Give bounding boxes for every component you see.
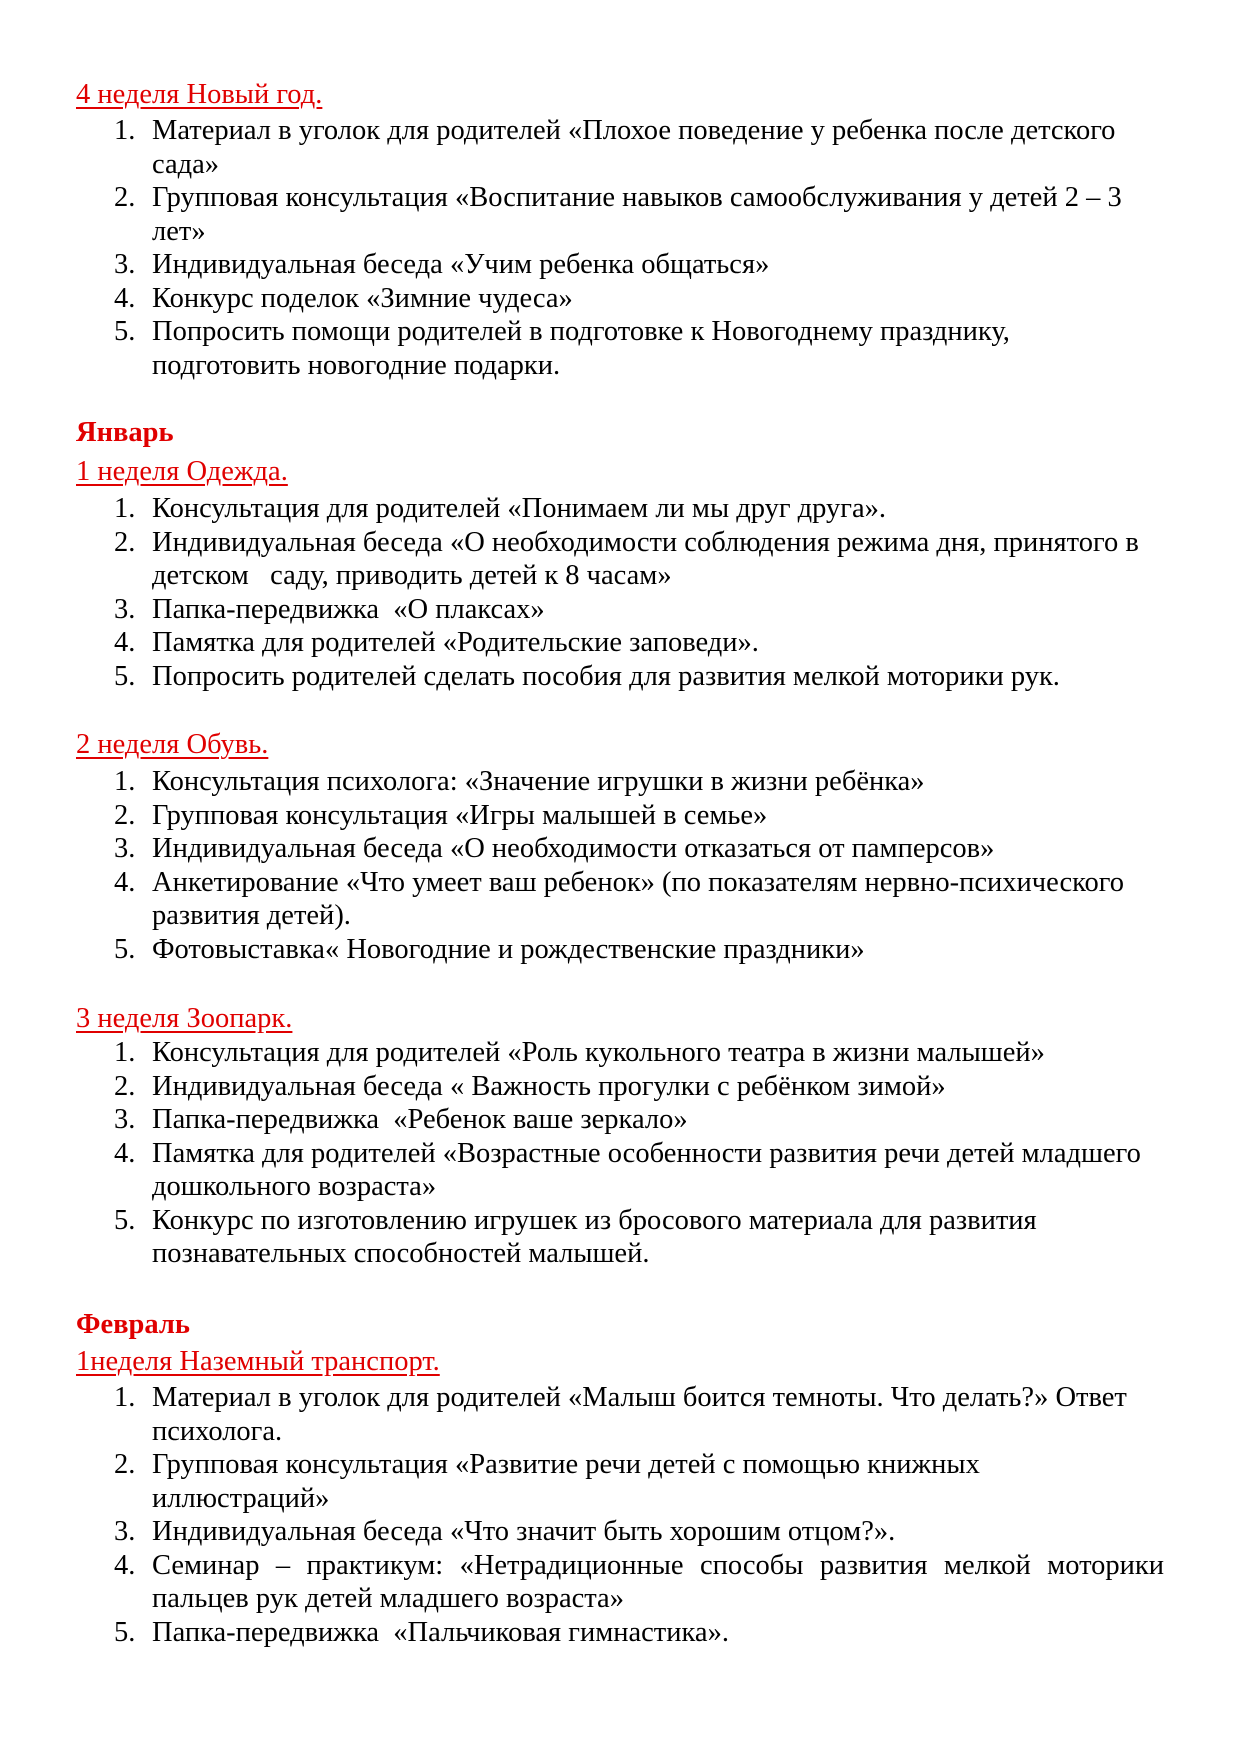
list-item: [0, 1070, 1164, 1104]
item-text: Индивидуальная беседа « Важность прогулки с ребёнком зимой»: [152, 1070, 946, 1102]
item-number: 2.: [114, 1070, 136, 1102]
item-number: 5.: [114, 660, 136, 692]
item-number: 5.: [114, 1616, 136, 1648]
list-item: [0, 832, 1164, 866]
list-item: [0, 626, 1164, 660]
week-heading-shoes: 2 неделя Обувь.: [76, 729, 269, 760]
list-new-year: [0, 114, 1164, 382]
item-text: Индивидуальная беседа «Что значит быть хорошим отцом?».: [152, 1516, 896, 1547]
item-number: 3.: [114, 593, 136, 625]
list-item: [0, 492, 1164, 526]
list-item: [0, 315, 1164, 382]
item-number: 3.: [114, 1104, 136, 1135]
item-text: Групповая консультация «Воспитание навыков самообслуживания у детей 2 – 3 лет»: [152, 182, 1122, 247]
item-number: 2.: [114, 1449, 136, 1480]
list-item: [0, 1103, 1164, 1137]
item-text: Памятка для родителей «Родительские заповеди».: [152, 627, 759, 658]
item-text: Индивидуальная беседа «О необходимости соблюдения режима дня, принятого в детском саду, приводить детей к 8 часам»: [152, 526, 1146, 591]
item-number: 4.: [114, 1549, 136, 1581]
list-zoo: [0, 1036, 1164, 1271]
month-heading-february: Февраль: [76, 1309, 190, 1340]
list-item: [0, 866, 1164, 933]
item-number: 1.: [114, 1037, 136, 1068]
week-heading-new-year: 4 неделя Новый год.: [76, 79, 323, 110]
list-item: [0, 282, 1164, 316]
item-text: Консультация психолога: «Значение игрушки в жизни ребёнка»: [152, 766, 925, 797]
list-item: [0, 660, 1164, 694]
item-number: 2.: [114, 526, 136, 558]
list-ground-transport: [0, 1381, 1164, 1649]
month-heading-january: Январь: [76, 417, 174, 448]
item-number: 5.: [114, 1204, 136, 1236]
item-text: Конкурс по изготовлению игрушек из бросового материала для развития познавательных способностей малышей.: [152, 1204, 1037, 1269]
item-text: Папка-передвижка «Пальчиковая гимнастика».: [152, 1616, 729, 1648]
item-text: Групповая консультация «Игры малышей в семье»: [152, 799, 768, 831]
item-number: 2.: [114, 182, 136, 213]
list-item: [0, 526, 1164, 593]
list-item: [0, 1448, 1164, 1515]
item-number: 4.: [114, 866, 136, 898]
item-number: 1.: [114, 766, 136, 797]
list-item: [0, 1549, 1164, 1616]
list-item: [0, 933, 1164, 967]
list-item: [0, 1036, 1164, 1070]
item-text: Памятка для родителей «Возрастные особенности развития речи детей младшего дошкольного возраста»: [152, 1137, 1141, 1202]
item-number: 4.: [114, 1137, 136, 1169]
list-item: [0, 799, 1164, 833]
item-text: Материал в уголок для родителей «Малыш боится темноты. Что делать?» Ответ психолога.: [152, 1382, 1127, 1447]
week-heading-zoo: 3 неделя Зоопарк.: [76, 1003, 293, 1034]
list-item: [0, 1515, 1164, 1549]
list-item: [0, 593, 1164, 627]
item-number: 3.: [114, 249, 136, 280]
item-number: 1.: [114, 493, 136, 524]
item-text: Материал в уголок для родителей «Плохое поведение у ребенка после детского сада»: [152, 115, 1116, 180]
item-text: Индивидуальная беседа «О необходимости отказаться от памперсов»: [152, 833, 995, 864]
list-item: [0, 181, 1164, 248]
list-item: [0, 1381, 1164, 1448]
list-item: [0, 1616, 1164, 1650]
item-number: 2.: [114, 799, 136, 831]
item-text: Групповая консультация «Развитие речи детей с помощью книжных иллюстраций»: [152, 1449, 980, 1514]
item-text: Индивидуальная беседа «Учим ребенка общаться»: [152, 249, 770, 280]
item-text: Семинар – практикум: «Нетрадиционные способы развития мелкой моторики пальцев рук детей младшего возраста»: [152, 1549, 1164, 1614]
list-item: [0, 248, 1164, 282]
item-text: Анкетирование «Что умеет ваш ребенок» (по показателям нервно-психического развития детей).: [152, 866, 1124, 931]
item-text: Папка-передвижка «Ребенок ваше зеркало»: [152, 1104, 688, 1135]
list-item: [0, 1137, 1164, 1204]
item-number: 1.: [114, 115, 136, 146]
item-text: Папка-передвижка «О плаксах»: [152, 593, 545, 625]
item-text: Фотовыставка« Новогодние и рождественские праздники»: [152, 933, 865, 965]
item-text: Консультация для родителей «Понимаем ли мы друг друга».: [152, 493, 887, 524]
item-text: Консультация для родителей «Роль кукольного театра в жизни малышей»: [152, 1037, 1045, 1068]
item-text: Попросить родителей сделать пособия для развития мелкой моторики рук.: [152, 660, 1060, 692]
item-text: Попросить помощи родителей в подготовке к Новогоднему празднику, подготовить новогодние подарки.: [152, 316, 1010, 381]
item-number: 3.: [114, 1516, 136, 1547]
week-heading-clothes: 1 неделя Одежда.: [76, 456, 288, 487]
item-number: 5.: [114, 933, 136, 965]
item-text: Конкурс поделок «Зимние чудеса»: [152, 282, 573, 314]
item-number: 1.: [114, 1382, 136, 1413]
list-item: [0, 765, 1164, 799]
week-heading-ground-transport: 1неделя Наземный транспорт.: [76, 1346, 440, 1377]
list-clothes: [0, 492, 1164, 693]
item-number: 5.: [114, 316, 136, 347]
item-number: 3.: [114, 833, 136, 864]
item-number: 4.: [114, 627, 136, 658]
list-item: [0, 1204, 1164, 1271]
list-item: [0, 114, 1164, 181]
list-shoes: [0, 765, 1164, 966]
item-number: 4.: [114, 282, 136, 314]
